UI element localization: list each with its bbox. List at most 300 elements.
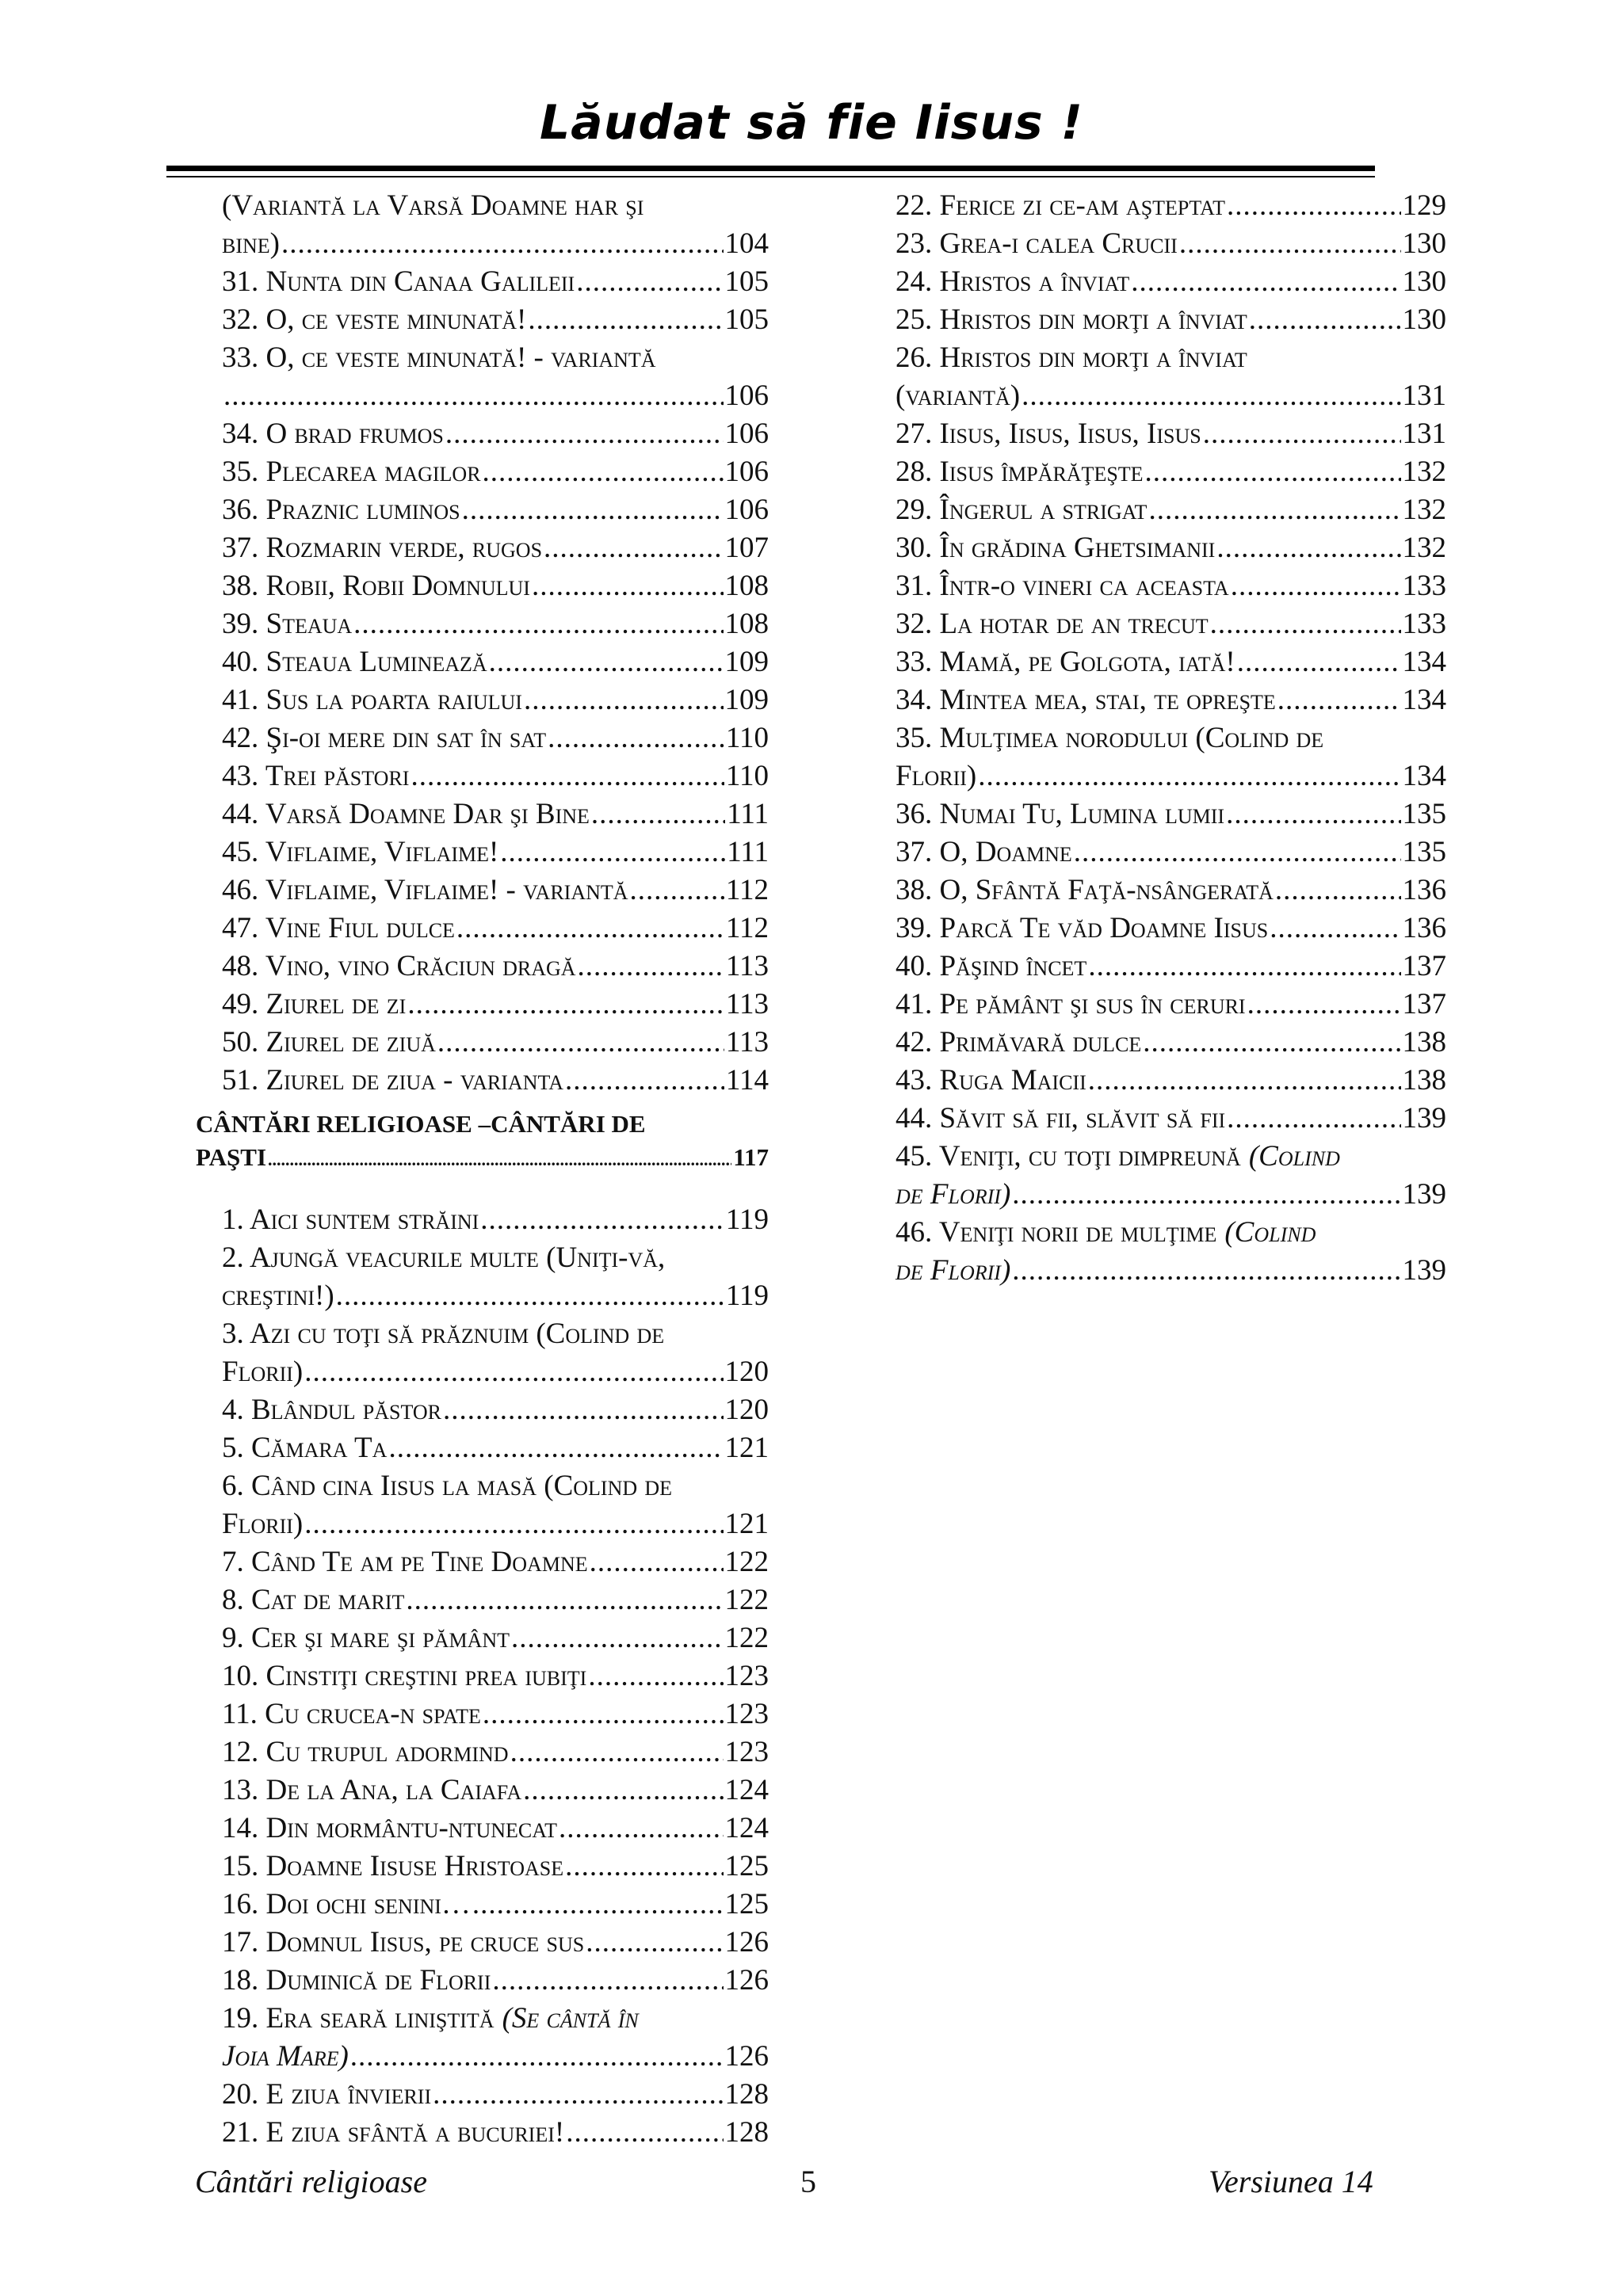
toc-entry-title: 31. Nunta din Canaa Galileii bbox=[222, 265, 575, 298]
toc-entry-note: (Colind bbox=[1224, 1216, 1316, 1249]
leader-dots bbox=[472, 1886, 724, 1924]
leader-dots bbox=[336, 1277, 724, 1315]
leader-dots bbox=[437, 1024, 724, 1062]
toc-entry-page: 136 bbox=[1402, 874, 1446, 906]
toc-entry-title: 24. Hristos a înviat bbox=[896, 265, 1130, 298]
toc-right-column bbox=[896, 187, 1446, 1290]
toc-entry bbox=[222, 1353, 769, 1391]
header-rule-thin bbox=[166, 176, 1375, 177]
toc-entry-title: 26. Hristos din morţi a înviat bbox=[896, 341, 1247, 374]
leader-dots bbox=[1145, 453, 1401, 491]
toc-entry bbox=[896, 187, 1446, 225]
toc-entry bbox=[896, 301, 1446, 339]
toc-entry-page: 122 bbox=[724, 1546, 769, 1578]
toc-entry bbox=[222, 1886, 769, 1924]
toc-entry bbox=[222, 301, 769, 339]
toc-entry bbox=[222, 1467, 769, 1505]
toc-list-left-b bbox=[222, 1201, 769, 2152]
toc-entry bbox=[222, 757, 769, 795]
leader-dots bbox=[483, 1695, 724, 1733]
toc-entry bbox=[222, 1239, 769, 1277]
toc-entry-title: 21. E ziua sfântă a bucuriei! bbox=[222, 2116, 565, 2149]
section-heading-line2 bbox=[196, 1141, 769, 1174]
toc-entry bbox=[896, 225, 1446, 263]
leader-dots bbox=[433, 2076, 723, 2114]
toc-entry bbox=[896, 986, 1446, 1024]
leader-dots bbox=[489, 643, 724, 681]
leader-dots bbox=[406, 1581, 723, 1619]
toc-entry-page: 119 bbox=[725, 1203, 769, 1236]
toc-entry-page: 135 bbox=[1402, 836, 1446, 868]
toc-entry-page: 129 bbox=[1402, 189, 1446, 222]
toc-entry-page: 113 bbox=[725, 950, 769, 982]
toc-entry bbox=[222, 1581, 769, 1619]
toc-entry bbox=[222, 1062, 769, 1100]
leader-dots bbox=[559, 1810, 723, 1848]
leader-dots bbox=[510, 1733, 724, 1772]
toc-entry-title: 14. Din mormântu-ntunecat bbox=[222, 1812, 558, 1844]
toc-entry-page: 113 bbox=[725, 1026, 769, 1058]
toc-entry-title: 34. O brad frumos bbox=[222, 418, 444, 450]
toc-entry bbox=[896, 1176, 1446, 1214]
toc-entry-page: 111 bbox=[727, 798, 769, 830]
leader-dots bbox=[1012, 1176, 1400, 1214]
toc-entry-title: 41. Sus la poarta raiului bbox=[222, 684, 522, 716]
toc-entry-title: 51. Ziurel de ziua - varianta bbox=[222, 1064, 564, 1097]
leader-dots bbox=[268, 1141, 731, 1177]
toc-entry-title: 2. Ajungă veacurile multe (Uniţi-vă, bbox=[222, 1241, 666, 1274]
toc-entry-page: 107 bbox=[724, 532, 769, 564]
toc-entry bbox=[896, 757, 1446, 795]
toc-entry-title: 37. O, Doamne bbox=[896, 836, 1072, 868]
toc-entry-title: 30. În grădina Ghetsimanii bbox=[896, 532, 1216, 564]
section-heading-text: PAŞTI bbox=[196, 1143, 267, 1171]
toc-entry bbox=[896, 833, 1446, 871]
toc-entry bbox=[222, 643, 769, 681]
toc-entry-title: 41. Pe pământ şi sus în ceruri bbox=[896, 988, 1246, 1020]
toc-entry-title: 19. Era seară liniştită bbox=[222, 2002, 495, 2035]
toc-entry bbox=[896, 643, 1446, 681]
leader-dots bbox=[1226, 795, 1400, 833]
toc-entry bbox=[222, 491, 769, 529]
leader-dots bbox=[1210, 605, 1401, 643]
toc-entry-page: 109 bbox=[724, 684, 769, 716]
toc-entry bbox=[222, 1695, 769, 1733]
toc-entry-page: 124 bbox=[724, 1774, 769, 1806]
toc-entry-title: 33. O, ce veste minunată! - variantă bbox=[222, 341, 656, 374]
toc-entry-page: 132 bbox=[1402, 532, 1446, 564]
toc-entry bbox=[222, 1315, 769, 1353]
toc-entry bbox=[896, 567, 1446, 605]
toc-entry-page: 132 bbox=[1402, 494, 1446, 526]
toc-entry bbox=[222, 1733, 769, 1772]
toc-entry bbox=[896, 681, 1446, 719]
toc-entry-title: 17. Domnul Iisus, pe cruce sus bbox=[222, 1926, 585, 1958]
toc-entry bbox=[222, 910, 769, 948]
leader-dots bbox=[1148, 491, 1400, 529]
leader-dots bbox=[443, 1391, 723, 1429]
toc-entry-title: 36. Praznic luminos bbox=[222, 494, 460, 526]
toc-entry-note: Joia Mare) bbox=[222, 2040, 349, 2073]
leader-dots bbox=[544, 529, 723, 567]
leader-dots bbox=[590, 1543, 724, 1581]
toc-entry-title: 25. Hristos din morţi a înviat bbox=[896, 303, 1247, 336]
leader-dots bbox=[411, 757, 724, 795]
toc-entry-page: 106 bbox=[724, 456, 769, 488]
toc-entry-title: 20. E ziua învierii bbox=[222, 2078, 432, 2111]
toc-entry bbox=[222, 567, 769, 605]
toc-entry-title: 48. Vino, vino Crăciun dragă bbox=[222, 950, 576, 982]
toc-entry-page: 113 bbox=[725, 988, 769, 1020]
toc-entry-page: 135 bbox=[1402, 798, 1446, 830]
toc-entry-page: 105 bbox=[724, 265, 769, 298]
toc-entry-title: 46. Veniţi norii de mulţime bbox=[896, 1216, 1217, 1249]
leader-dots bbox=[1247, 986, 1401, 1024]
toc-entry-title: 10. Cinstiţi creştini prea iubiţi bbox=[222, 1660, 587, 1692]
toc-entry-title: 27. Iisus, Iisus, Iisus, Iisus bbox=[896, 418, 1201, 450]
toc-entry bbox=[896, 415, 1446, 453]
toc-entry-page: 125 bbox=[724, 1888, 769, 1920]
toc-entry-note: de Florii) bbox=[896, 1254, 1011, 1287]
toc-entry-page: 106 bbox=[724, 379, 769, 412]
toc-entry bbox=[896, 795, 1446, 833]
toc-entry bbox=[222, 415, 769, 453]
toc-entry bbox=[896, 1252, 1446, 1290]
toc-entry-title: 47. Vine Fiul dulce bbox=[222, 912, 455, 944]
toc-entry-page: 126 bbox=[724, 1926, 769, 1958]
leader-dots bbox=[528, 301, 723, 339]
toc-entry-title: 11. Cu crucea-n spate bbox=[222, 1698, 481, 1730]
toc-entry-page: 139 bbox=[1402, 1178, 1446, 1211]
toc-entry bbox=[222, 948, 769, 986]
toc-entry bbox=[896, 263, 1446, 301]
leader-dots bbox=[407, 986, 724, 1024]
toc-entry-page: 105 bbox=[724, 303, 769, 336]
toc-entry-page: 134 bbox=[1402, 646, 1446, 678]
toc-entry-page: 134 bbox=[1402, 760, 1446, 792]
leader-dots bbox=[456, 910, 724, 948]
toc-entry-page: 136 bbox=[1402, 912, 1446, 944]
toc-entry bbox=[222, 1848, 769, 1886]
leader-dots bbox=[1231, 567, 1401, 605]
toc-list-left-a bbox=[222, 187, 769, 1100]
toc-entry-page: 106 bbox=[724, 418, 769, 450]
leader-dots bbox=[304, 1353, 723, 1391]
toc-entry bbox=[222, 187, 769, 225]
leader-dots bbox=[524, 681, 724, 719]
toc-entry-page: 138 bbox=[1402, 1064, 1446, 1097]
leader-dots bbox=[1237, 643, 1401, 681]
toc-entry-title: 23. Grea-i calea Crucii bbox=[896, 227, 1178, 260]
toc-entry-page: 123 bbox=[724, 1660, 769, 1692]
toc-entry-page: 121 bbox=[724, 1508, 769, 1540]
toc-entry-title: 45. Viflaime, Viflaime! bbox=[222, 836, 499, 868]
toc-entry-page: 124 bbox=[724, 1812, 769, 1844]
toc-entry bbox=[222, 2000, 769, 2038]
toc-entry-title: 49. Ziurel de zi bbox=[222, 988, 407, 1020]
toc-entry bbox=[222, 605, 769, 643]
toc-entry-title: 22. Ferice zi ce-am aşteptat bbox=[896, 189, 1225, 222]
leader-dots bbox=[223, 377, 724, 415]
toc-entry-title: 31. Într-o vineri ca aceasta bbox=[896, 570, 1229, 602]
toc-entry-title: 6. Când cina Iisus la masă (Colind de bbox=[222, 1470, 673, 1502]
toc-entry-title: Florii) bbox=[222, 1508, 304, 1540]
leader-dots bbox=[565, 1848, 723, 1886]
toc-entry-page: 130 bbox=[1402, 303, 1446, 336]
toc-entry-title: 38. Robii, Robii Domnului bbox=[222, 570, 530, 602]
toc-entry-title: 4. Blândul păstor bbox=[222, 1394, 442, 1426]
toc-entry-title: 43. Ruga Maicii bbox=[896, 1064, 1086, 1097]
toc-list-right bbox=[896, 187, 1446, 1290]
leader-dots bbox=[576, 263, 723, 301]
leader-dots bbox=[1131, 263, 1400, 301]
toc-entry-page: 121 bbox=[724, 1432, 769, 1464]
toc-entry bbox=[222, 1024, 769, 1062]
leader-dots bbox=[350, 2038, 724, 2076]
toc-entry-title: 12. Cu trupul adormind bbox=[222, 1736, 509, 1768]
toc-entry bbox=[222, 1277, 769, 1315]
toc-entry-title: 42. Şi-oi mere din sat în sat bbox=[222, 722, 547, 754]
leader-dots bbox=[1275, 871, 1401, 910]
footer-page-number: 5 bbox=[800, 2164, 816, 2199]
toc-entry bbox=[222, 986, 769, 1024]
toc-entry-title: 29. Îngerul a strigat bbox=[896, 494, 1148, 526]
toc-entry-page: 126 bbox=[724, 1964, 769, 1997]
leader-dots bbox=[1227, 1100, 1400, 1138]
toc-entry-page: 114 bbox=[725, 1064, 769, 1097]
toc-entry bbox=[222, 795, 769, 833]
toc-section bbox=[196, 1108, 769, 1174]
section-gap bbox=[222, 1174, 769, 1201]
toc-entry bbox=[896, 719, 1446, 757]
leader-dots bbox=[1270, 910, 1400, 948]
toc-entry-page: 125 bbox=[724, 1850, 769, 1882]
toc-entry-title: 33. Mamă, pe Golgota, iată! bbox=[896, 646, 1235, 678]
leader-dots bbox=[523, 1772, 723, 1810]
toc-entry-title: 16. Doi ochi senini… bbox=[222, 1888, 471, 1920]
toc-entry-page: 137 bbox=[1402, 950, 1446, 982]
leader-dots bbox=[445, 415, 724, 453]
footer-book-title: Cântări religioase bbox=[195, 2164, 427, 2199]
leader-dots bbox=[578, 948, 724, 986]
leader-dots bbox=[304, 1505, 723, 1543]
toc-entry-title: 35. Mulţimea norodului (Colind de bbox=[896, 722, 1324, 754]
leader-dots bbox=[565, 1062, 724, 1100]
toc-entry-page: 131 bbox=[1402, 379, 1446, 412]
toc-entry-page: 106 bbox=[724, 494, 769, 526]
leader-dots bbox=[1074, 833, 1401, 871]
toc-entry-title: 1. Aici suntem străini bbox=[222, 1203, 479, 1236]
leader-dots bbox=[586, 1924, 723, 1962]
toc-entry-title: 43. Trei păstori bbox=[222, 760, 410, 792]
leader-dots bbox=[281, 225, 724, 263]
leader-dots bbox=[548, 719, 724, 757]
toc-entry-page: 110 bbox=[725, 722, 769, 754]
toc-entry-title: 18. Duminică de Florii bbox=[222, 1964, 491, 1997]
toc-entry bbox=[222, 1391, 769, 1429]
toc-entry-title: 8. Cat de marit bbox=[222, 1584, 405, 1616]
toc-entry-title: 39. Parcă Te văd Doamne Iisus bbox=[896, 912, 1269, 944]
toc-entry-title: (variantă) bbox=[896, 379, 1021, 412]
leader-dots bbox=[480, 1201, 724, 1239]
toc-entry bbox=[896, 491, 1446, 529]
toc-entry bbox=[896, 339, 1446, 377]
leader-dots bbox=[566, 2114, 723, 2152]
toc-entry bbox=[222, 1543, 769, 1581]
toc-entry-page: 122 bbox=[724, 1622, 769, 1654]
toc-entry bbox=[896, 1100, 1446, 1138]
toc-entry bbox=[896, 910, 1446, 948]
toc-entry bbox=[222, 1429, 769, 1467]
toc-entry-title: creştini!) bbox=[222, 1280, 334, 1312]
toc-entry-page: 139 bbox=[1402, 1254, 1446, 1287]
toc-entry bbox=[896, 1214, 1446, 1252]
toc-entry-title: 35. Plecarea magilor bbox=[222, 456, 481, 488]
toc-entry-note: (Colind bbox=[1248, 1140, 1340, 1173]
toc-entry-page: 109 bbox=[724, 646, 769, 678]
toc-entry bbox=[896, 948, 1446, 986]
leader-dots bbox=[511, 1619, 723, 1657]
toc-entry-title: (Variantă la Varsă Doamne har şi bbox=[222, 189, 644, 222]
leader-dots bbox=[630, 871, 724, 910]
toc-entry-page: 130 bbox=[1402, 265, 1446, 298]
toc-entry-page: 104 bbox=[724, 227, 769, 260]
toc-entry-page: 112 bbox=[725, 874, 769, 906]
section-page-number: 117 bbox=[733, 1143, 769, 1171]
toc-entry-title: 46. Viflaime, Viflaime! - variantă bbox=[222, 874, 628, 906]
toc-entry-page: 122 bbox=[724, 1584, 769, 1616]
toc-entry-title: 9. Cer şi mare şi pământ bbox=[222, 1622, 510, 1654]
leader-dots bbox=[588, 1657, 723, 1695]
page-title: Lăudat să fie Iisus ! bbox=[539, 95, 1084, 151]
leader-dots bbox=[388, 1429, 723, 1467]
leader-dots bbox=[483, 453, 724, 491]
leader-dots bbox=[353, 605, 723, 643]
toc-entry bbox=[222, 1772, 769, 1810]
toc-entry-title: 40. Steaua Luminează bbox=[222, 646, 487, 678]
toc-entry-page: 120 bbox=[724, 1394, 769, 1426]
leader-dots bbox=[1088, 948, 1400, 986]
toc-entry bbox=[896, 605, 1446, 643]
leader-dots bbox=[978, 757, 1400, 795]
toc-entry-title: bine) bbox=[222, 227, 280, 260]
toc-entry-title: 50. Ziurel de ziuă bbox=[222, 1026, 436, 1058]
toc-entry bbox=[222, 833, 769, 871]
toc-entry-title: 7. Când Te am pe Tine Doamne bbox=[222, 1546, 588, 1578]
leader-dots bbox=[1179, 225, 1401, 263]
toc-entry bbox=[222, 1201, 769, 1239]
leader-dots bbox=[1216, 529, 1400, 567]
toc-entry-note: (Se cântă în bbox=[502, 2002, 639, 2035]
toc-entry-page: 131 bbox=[1402, 418, 1446, 450]
toc-left-column bbox=[196, 187, 769, 2152]
toc-entry-title: 40. Păşind încet bbox=[896, 950, 1087, 982]
section-heading-text: CÂNTĂRI RELIGIOASE –CÂNTĂRI DE bbox=[196, 1110, 646, 1138]
leader-dots bbox=[532, 567, 724, 605]
toc-entry-page: 108 bbox=[724, 570, 769, 602]
toc-entry-note: de Florii) bbox=[896, 1178, 1011, 1211]
toc-entry bbox=[222, 871, 769, 910]
toc-entry-title: Florii) bbox=[896, 760, 977, 792]
toc-entry-title: Florii) bbox=[222, 1356, 304, 1388]
section-heading-line1 bbox=[196, 1108, 769, 1141]
toc-entry-title: 37. Rozmarin verde, rugos bbox=[222, 532, 543, 564]
leader-dots bbox=[462, 491, 724, 529]
header-rule-thick bbox=[166, 166, 1375, 171]
toc-entry bbox=[222, 453, 769, 491]
toc-entry bbox=[222, 1924, 769, 1962]
toc-entry-page: 110 bbox=[725, 760, 769, 792]
leader-dots bbox=[500, 833, 725, 871]
toc-entry-title: 44. Varsă Doamne Dar şi Bine bbox=[222, 798, 590, 830]
toc-entry-title: 28. Iisus împărăţeşte bbox=[896, 456, 1144, 488]
toc-entry bbox=[222, 1810, 769, 1848]
toc-entry bbox=[222, 2076, 769, 2114]
toc-entry-page: 108 bbox=[724, 608, 769, 640]
toc-entry-page: 119 bbox=[725, 1280, 769, 1312]
toc-entry bbox=[896, 1062, 1446, 1100]
leader-dots bbox=[1227, 187, 1401, 225]
leader-dots bbox=[492, 1962, 723, 2000]
toc-entry-title: 45. Veniţi, cu toţi dimpreună bbox=[896, 1140, 1241, 1173]
toc-entry bbox=[222, 1657, 769, 1695]
leader-dots bbox=[1012, 1252, 1400, 1290]
toc-entry bbox=[896, 1024, 1446, 1062]
toc-entry bbox=[896, 1138, 1446, 1176]
toc-entry-page: 128 bbox=[724, 2116, 769, 2149]
toc-entry bbox=[222, 529, 769, 567]
toc-entry-page: 139 bbox=[1402, 1102, 1446, 1135]
toc-entry bbox=[222, 719, 769, 757]
toc-entry-page: 123 bbox=[724, 1698, 769, 1730]
toc-entry-page: 138 bbox=[1402, 1026, 1446, 1058]
leader-dots bbox=[1249, 301, 1401, 339]
toc-entry bbox=[222, 1962, 769, 2000]
toc-entry-title: 3. Azi cu toţi să prăznuim (Colind de bbox=[222, 1318, 665, 1350]
toc-entry-title: 15. Doamne Iisuse Hristoase bbox=[222, 1850, 564, 1882]
toc-entry-page: 137 bbox=[1402, 988, 1446, 1020]
toc-entry-title: 5. Cămara Ta bbox=[222, 1432, 388, 1464]
toc-entry-page: 120 bbox=[724, 1356, 769, 1388]
toc-entry bbox=[222, 377, 769, 415]
toc-entry-page: 128 bbox=[724, 2078, 769, 2111]
toc-entry-title: 34. Mintea mea, stai, te opreşte bbox=[896, 684, 1276, 716]
toc-entry bbox=[222, 2114, 769, 2152]
toc-entry-title: 36. Numai Tu, Lumina lumii bbox=[896, 798, 1225, 830]
toc-entry bbox=[896, 871, 1446, 910]
leader-dots bbox=[1088, 1062, 1401, 1100]
toc-entry-title: 38. O, Sfântă Faţă-nsângerată bbox=[896, 874, 1274, 906]
toc-entry-title: 42. Primăvară dulce bbox=[896, 1026, 1142, 1058]
toc-entry bbox=[222, 263, 769, 301]
toc-entry bbox=[222, 2038, 769, 2076]
toc-entry-title: 32. La hotar de an trecut bbox=[896, 608, 1209, 640]
toc-entry-title: 44. Săvit să fii, slăvit să fii bbox=[896, 1102, 1226, 1135]
toc-entry-title: 32. O, ce veste minunată! bbox=[222, 303, 527, 336]
leader-dots bbox=[1203, 415, 1401, 453]
leader-dots bbox=[591, 795, 725, 833]
leader-dots bbox=[1022, 377, 1400, 415]
toc-entry-page: 111 bbox=[727, 836, 769, 868]
toc-entry bbox=[222, 225, 769, 263]
footer-version: Versiunea 14 bbox=[1209, 2164, 1373, 2199]
toc-entry bbox=[896, 529, 1446, 567]
toc-entry-page: 134 bbox=[1402, 684, 1446, 716]
leader-dots bbox=[1143, 1024, 1400, 1062]
toc-entry-page: 130 bbox=[1402, 227, 1446, 260]
toc-entry bbox=[222, 1505, 769, 1543]
toc-entry bbox=[896, 453, 1446, 491]
